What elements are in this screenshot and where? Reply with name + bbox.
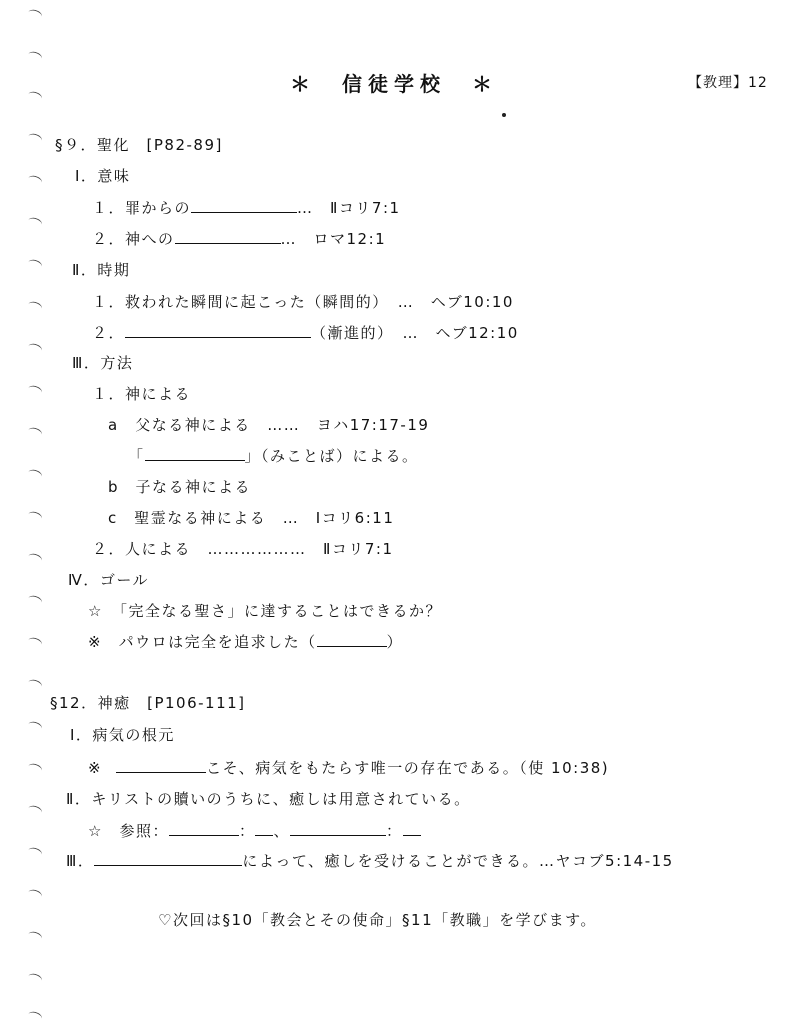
section-9-part-1: Ⅰ．意味: [75, 167, 131, 185]
item-text: １．罪からの: [92, 199, 192, 217]
item-text: 、: [273, 822, 290, 840]
section-9-part-4: Ⅳ．ゴール: [68, 571, 150, 589]
section-9-goal-question: ☆ 「完全なる聖さ」に達することはできるか？: [88, 602, 442, 620]
binder-mark: [27, 90, 43, 103]
item-text: Ⅲ．: [66, 852, 95, 870]
fill-blank[interactable]: [116, 758, 206, 773]
fill-blank[interactable]: [255, 821, 273, 836]
section-9-item-3-b: b 子なる神による: [108, 478, 252, 496]
stray-dot: [502, 113, 506, 117]
binder-mark: [27, 510, 43, 523]
binder-mark: [27, 888, 43, 901]
fill-blank[interactable]: [125, 323, 311, 338]
binder-mark: [27, 50, 43, 63]
binder-mark: [27, 132, 43, 145]
section-12-part-2: Ⅱ．キリストの贖いのうちに、癒しは用意されている。: [66, 790, 471, 808]
section-12-part-3: [66, 850, 674, 871]
page-tag: 【教理】12: [688, 75, 768, 91]
item-text: ：: [385, 822, 403, 840]
section-9-item-3-c: c 聖霊なる神による … Ⅰコリ6:11: [108, 509, 395, 527]
fill-blank[interactable]: [94, 851, 242, 866]
binder-mark: [27, 468, 43, 481]
section-12-reference: [88, 820, 421, 841]
binder-mark: [27, 678, 43, 691]
binder-mark: [27, 720, 43, 733]
section-9-item-3-1: １．神による: [92, 385, 192, 403]
section-12-heading: §12．神癒 [P106-111]: [50, 694, 246, 712]
binder-mark: [27, 426, 43, 439]
item-ref: … ロマ12:1: [280, 230, 387, 248]
item-text: ２．: [92, 324, 126, 342]
binder-mark: [27, 762, 43, 775]
binder-mark: [27, 8, 43, 21]
section-9-item-2-1: １．救われた瞬間に起こった（瞬間的） … ヘブ10:10: [92, 293, 514, 311]
item-text: 」（みことば）による。: [244, 447, 419, 465]
item-ref: （漸進的） … ヘブ12:10: [311, 324, 519, 342]
section-9-part-2: Ⅱ．時期: [72, 261, 131, 279]
section-9-item-1-2: [92, 228, 386, 249]
item-text: 「: [128, 447, 145, 465]
binder-mark: [27, 594, 43, 607]
item-text: ）: [386, 633, 404, 651]
section-9-goal-note: [88, 631, 403, 652]
item-text: ２．神への: [92, 230, 175, 248]
section-12-note: [88, 757, 609, 778]
section-9-item-3-2: ２．人による ……………… Ⅱコリ7:1: [92, 540, 394, 558]
binder-mark: [27, 174, 43, 187]
binder-mark: [27, 384, 43, 397]
item-text: ：: [238, 822, 256, 840]
fill-blank[interactable]: [403, 821, 421, 836]
binder-mark: [27, 1010, 43, 1023]
page-title: ＊ 信徒学校 ＊: [290, 72, 498, 96]
item-text: ※: [88, 759, 103, 777]
binder-mark: [27, 804, 43, 817]
section-9-item-2-2: [92, 322, 519, 343]
fill-blank[interactable]: [169, 821, 239, 836]
item-text: によって、癒しを受けることができる。…ヤコブ5:14-15: [242, 852, 674, 870]
binder-mark: [27, 846, 43, 859]
binder-mark: [27, 930, 43, 943]
binder-mark: [27, 300, 43, 313]
footer-note: ♡次回は§10「教会とその使命」§11「教職」を学びます。: [158, 911, 597, 929]
section-9-heading: §９．聖化 [P82-89]: [55, 136, 223, 154]
item-ref: … Ⅱコリ7:1: [297, 199, 401, 217]
fill-blank[interactable]: [290, 821, 386, 836]
fill-blank[interactable]: [175, 229, 281, 244]
binder-mark: [27, 216, 43, 229]
fill-blank[interactable]: [317, 632, 387, 647]
section-9-part-3: Ⅲ．方法: [72, 354, 134, 372]
binder-mark: [27, 636, 43, 649]
binder-mark: [27, 972, 43, 985]
binder-mark: [27, 258, 43, 271]
fill-blank[interactable]: [191, 198, 297, 213]
section-9-item-1-1: [92, 197, 401, 218]
section-9-item-3-a: a 父なる神による …… ヨハ17:17-19: [108, 416, 430, 434]
item-text: こそ、病気をもたらす唯一の存在である。（使 10:38): [206, 759, 610, 777]
fill-blank[interactable]: [145, 446, 245, 461]
section-12-part-1: Ⅰ．病気の根元: [70, 726, 175, 744]
item-text: ※ パウロは完全を追求した（: [88, 633, 317, 651]
item-text: ☆ 参照：: [88, 822, 169, 840]
section-9-item-3-a-word: [128, 445, 419, 466]
binder-mark: [27, 552, 43, 565]
binder-mark: [27, 342, 43, 355]
